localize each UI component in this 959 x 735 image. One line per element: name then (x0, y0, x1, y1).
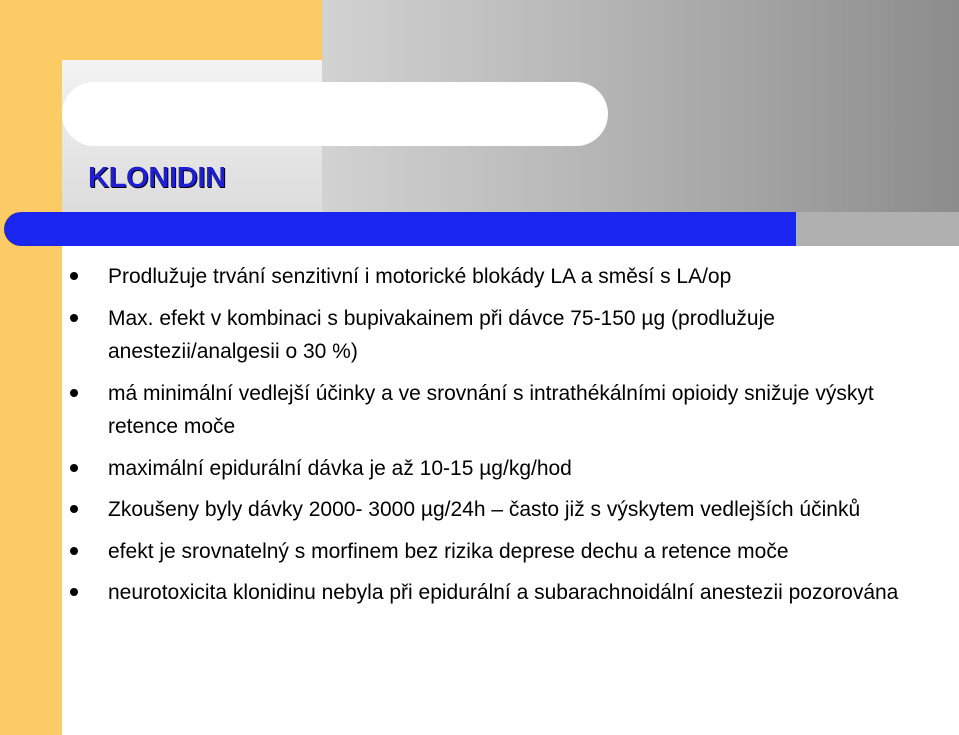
left-orange-band (0, 0, 62, 735)
bullet-icon (70, 314, 78, 322)
bullet-text: Prodlužuje trvání senzitivní i motorické blokády LA a směsí s LA/op (108, 265, 732, 288)
bullet-icon (70, 272, 78, 280)
gray-bar-tail (796, 212, 959, 246)
bullet-text: neurotoxicita klonidinu nebyla při epidurální a subarachnoidální anestezii pozorována (108, 581, 899, 604)
bullet-item (62, 260, 922, 294)
bullet-text: má minimální vedlejší účinky a ve srovnání s intrathékálními opioidy snižuje výskyt retence moče (108, 381, 874, 438)
bullet-text: maximální epidurální dávka je až 10-15 µg/kg/hod (108, 456, 572, 480)
bullet-item (62, 302, 922, 369)
title-pill-decoration (62, 82, 608, 146)
bullet-item (62, 576, 922, 610)
bullet-icon (70, 547, 78, 555)
top-orange-block (62, 0, 322, 60)
bullet-item (62, 377, 922, 444)
slide-title: KLONIDIN (88, 162, 226, 194)
bullet-item (62, 535, 922, 569)
bottom-area (62, 684, 959, 735)
content-area (62, 252, 940, 684)
bullet-text: Max. efekt v kombinaci s bupivakainem při dávce 75-150 µg (prodlužuje anestezii/analgesii o 30 %) (108, 306, 775, 363)
bullet-icon (70, 588, 78, 596)
bullet-text: Zkoušeny byly dávky 2000- 3000 µg/24h – často již s výskytem vedlejších účinků (108, 498, 861, 521)
bullet-icon (70, 505, 78, 513)
bullet-item (62, 452, 922, 486)
bullet-icon (70, 389, 78, 397)
bullet-item (62, 493, 922, 527)
bullet-list (62, 260, 922, 618)
blue-accent-bar (4, 212, 796, 246)
bullet-text: efekt je srovnatelný s morfinem bez rizika deprese dechu a retence moče (108, 539, 789, 563)
bullet-icon (70, 464, 78, 472)
